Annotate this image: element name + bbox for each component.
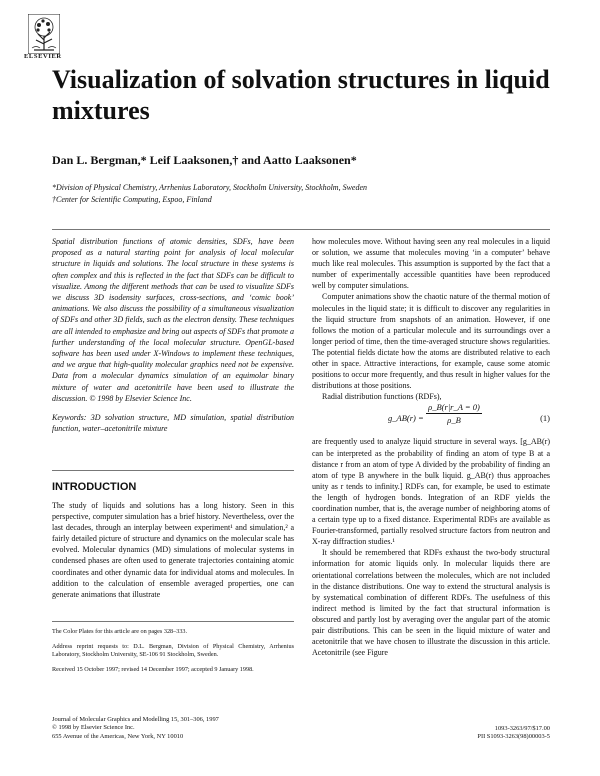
body-paragraph: are frequently used to analyze liquid structure in several ways. [g_AB(r) can be interpreted as the probability of finding an atom of type B at a distance r from an atom of type A divided by the probability of finding an atom of type B anywhere in the bulk liquid. g_AB(r) thus approaches unity as r tends to infinity.] RDFs can, for example, be used to estimate the length of hydrogen bonds. Integration of an RDF yields the coordination number, that is, the average number of neighboring atoms of a certain type up to a fixed distance. Experimental RDFs are available as Fourier-transformed, partially resolved structure factors from neutron and X-ray diffraction studies.¹ <box>312 437 550 547</box>
received-note: Received 15 October 1997; revised 14 December 1997; accepted 9 January 1998. <box>52 665 254 673</box>
journal-footer <box>52 716 219 741</box>
paper-title: Visualization of solvation structures in liquid mixtures <box>52 65 550 125</box>
abstract: Spatial distribution functions of atomic densities, SDFs, have been proposed as a natural starting point for analysis of local molecular structure in liquids and solutions. The local structure in these systems is often complex and this is reflected in the fact that SDFs can be difficult to visualize. Among the different methods that can be used to visualize SDFs we discuss 3D isodensity surfaces, cross-sections, and ‘comic book’ animations. We also discuss the possibility of a simultaneous visualization of SDFs and other 3D fields, such as the electron density. These techniques are all intended to emphasize and bring out aspects of SDFs that promote a further understanding of the local molecular structure. OpenGL-based software has been used under X-Windows to implement these techniques, and we argue that high-quality molecular graphics need not be expensive. Data from a molecular dynamics simulation of an equimolar binary mixture of water and acetonitrile have been used to illustrate the discussion. © 1998 by Elsevier Science Inc. <box>52 237 294 403</box>
equation-1 <box>312 402 550 436</box>
affiliation-2: †Center for Scientific Computing, Espoo, Finland <box>52 195 212 204</box>
notes-divider <box>52 621 294 622</box>
section-heading-introduction: INTRODUCTION <box>52 481 137 493</box>
equation-denominator: ρ_B <box>447 415 461 426</box>
pii-line: PII S1093-3263(98)00003-5 <box>477 733 550 741</box>
elsevier-wordmark: ELSEVIER <box>24 53 62 60</box>
keywords: Keywords: 3D solvation structure, MD simulation, spatial distribution function, water–acetonitrile mixture <box>52 413 294 434</box>
abstract-divider <box>52 470 294 471</box>
equation-numerator: ρ_B(r|r_A = 0) <box>426 402 482 414</box>
body-paragraph: how molecules move. Without having seen any real molecules in a liquid or solution, we assume that molecules moving ‘in a computer’ behave much like real molecules. This assumption is supported by the fact that a number of experimentally accessible quantities have been reproduced well by computer simulations. <box>312 237 550 291</box>
top-divider <box>52 229 550 230</box>
issn-footer <box>477 725 550 742</box>
equation-number: (1) <box>540 413 550 424</box>
publisher-address: 655 Avenue of the Americas, New York, NY 10010 <box>52 732 184 740</box>
reprint-note: Address reprint requests to: D.L. Bergman, Division of Physical Chemistry, Arrhenius Laboratory, Stockholm University, SE-106 91 Stockholm, Sweden. <box>52 642 294 659</box>
color-plates-note: The Color Plates for this article are on pages 328–333. <box>52 628 188 635</box>
left-column <box>52 236 294 434</box>
right-column <box>312 236 550 658</box>
footnotes <box>52 628 294 680</box>
copyright-line: © 1998 by Elsevier Science Inc. <box>52 724 135 732</box>
equation-lhs: g_AB(r) = <box>388 413 424 424</box>
author-list: Dan L. Bergman,* Leif Laaksonen,† and Aatto Laaksonen* <box>52 153 357 167</box>
body-paragraph: It should be remembered that RDFs exhaust the two-body structural information for atomic liquids only. In molecular liquids there are orientational correlations between the molecules, which are not included in the distance distributions. One way to extend the structural analysis is by systematical combination of different RDFs. The usefulness of this indirect method is limited by the fact that structural information is obscured and partly lost by averaging over the angular part of the atomic pair distributions. This can be seen in the liquid mixture of water and acetonitrile that we have chosen to illustrate the discussion in this article. Acetonitrile (see Figure <box>312 548 550 658</box>
journal-citation: Journal of Molecular Graphics and Modelling 15, 301–306, 1997 <box>52 716 219 723</box>
affiliations <box>52 182 367 206</box>
elsevier-tree-logo <box>28 14 60 58</box>
equation-fraction <box>426 402 482 425</box>
affiliation-1: *Division of Physical Chemistry, Arrhenius Laboratory, Stockholm University, Stockholm, Sweden <box>52 183 368 192</box>
body-paragraph: Computer animations show the chaotic nature of the thermal motion of molecules in the liquid state; it is difficult to discover any regularities in the liquid structure from snapshots of an animation. However, if one follows the motion of a particular molecule and its surroundings over a longer period of time, then the time-averaged structure shows regularities. The potential fields dictate how the atoms are distributed relative to each other in space. Attractive interactions, for example, cause some atomic positions to occur more frequently, and thus result in higher values for the distributions at those positions. <box>312 292 550 391</box>
issn-line: 1093-3263/97/$17.00 <box>494 725 550 732</box>
intro-paragraph: The study of liquids and solutions has a long history. Seen in this perspective, computer simulation has a brief history. Nevertheless, over the last decades, through an interplay between experiment¹ and simulation,² a fairly detailed picture of structure and dynamics on the molecular scale has evolved. Molecular dynamics (MD) simulations of molecular systems in condensed phases are often used to generate trajectories containing atomic coordinates and other dynamic data for individual atoms and molecules. In addition to the calculation of ensemble averaged properties, one can generate animations that illustrate <box>52 501 294 599</box>
body-paragraph: Radial distribution functions (RDFs), <box>322 392 442 402</box>
